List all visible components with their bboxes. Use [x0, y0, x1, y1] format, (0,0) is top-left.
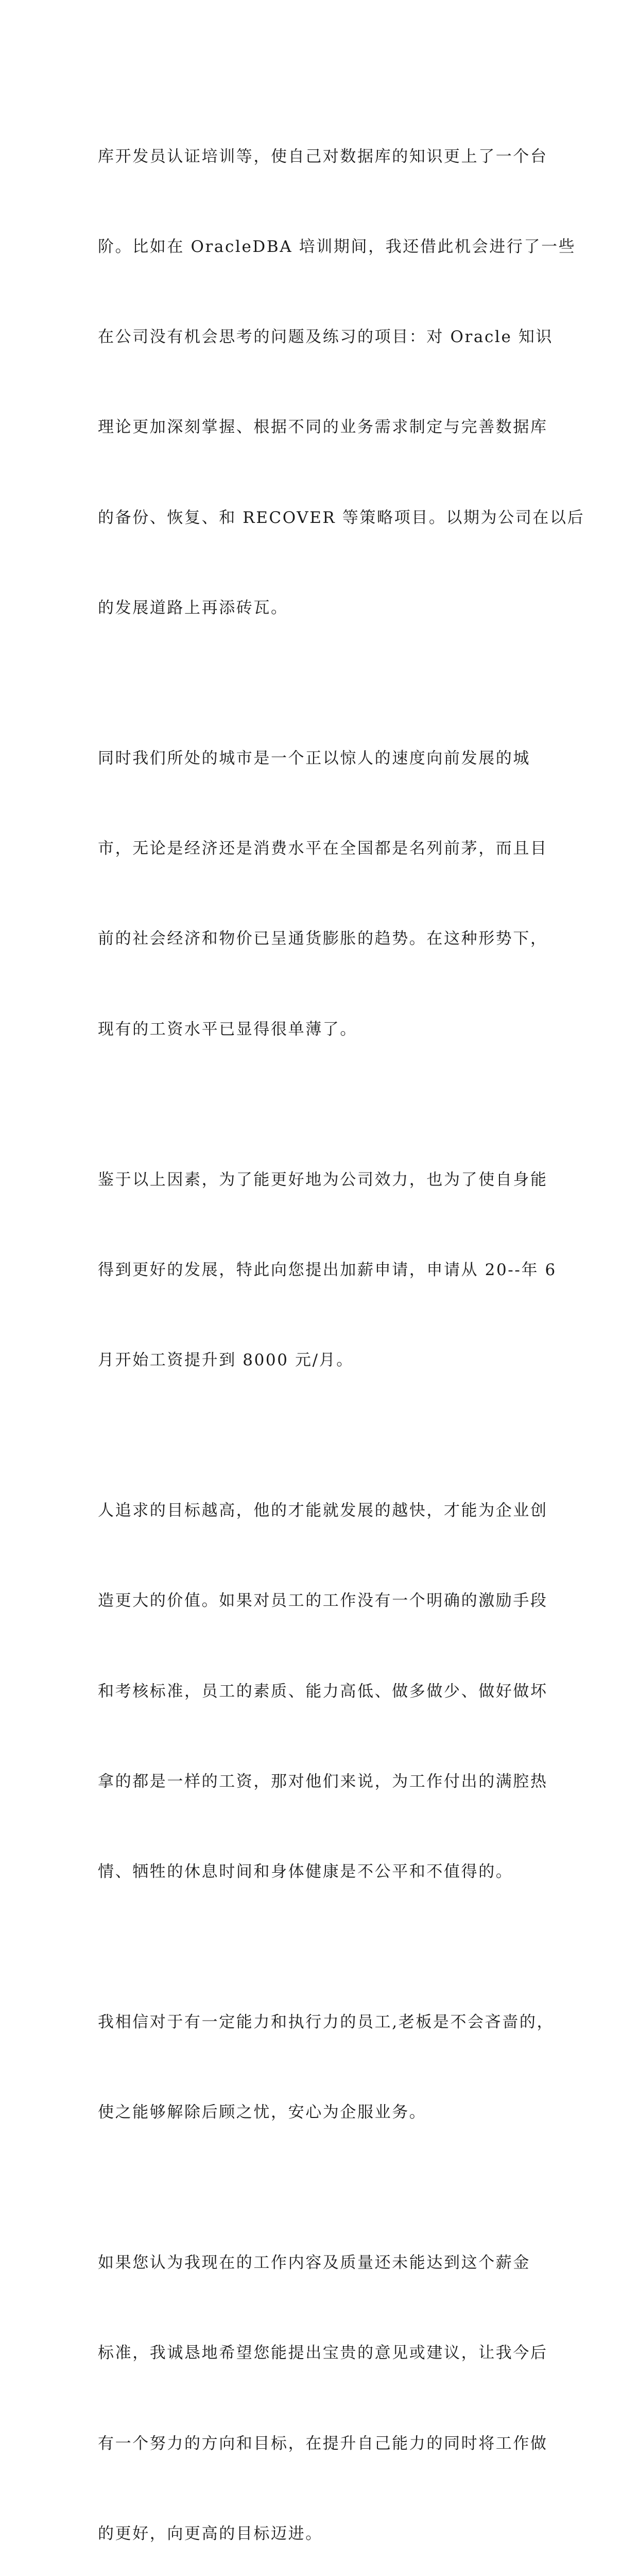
- text-line: 现有的工资水平已显得很单薄了。: [98, 1020, 357, 1039]
- text-line: 有一个努力的方向和目标，在提升自己能力的同时将工作做: [98, 2434, 548, 2453]
- text-line: 造更大的价值。如果对员工的工作没有一个明确的激励手段: [98, 1591, 548, 1611]
- text-line: 市，无论是经济还是消费水平在全国都是名列前茅，而且目: [98, 839, 548, 858]
- text-line: 的备份、恢复、和 RECOVER 等策略项目。以期为公司在以后: [98, 508, 585, 527]
- paragraph-training: [98, 81, 585, 683]
- paragraph-closing: [98, 2188, 551, 2576]
- paragraph-belief: [98, 1947, 555, 2188]
- paragraph-goals: [98, 1435, 551, 1947]
- text-line: 和考核标准，员工的素质、能力高低、做多做少、做好做坏: [98, 1682, 548, 1701]
- text-line: 标准，我诚恳地希望您能提出宝贵的意见或建议，让我今后: [98, 2344, 548, 2363]
- text-line: 阶。比如在 OracleDBA 培训期间，我还借此机会进行了一些: [98, 238, 576, 257]
- text-line: 理论更加深刻掌握、根据不同的业务需求制定与完善数据库: [98, 418, 548, 437]
- text-line: 库开发员认证培训等，使自己对数据库的知识更上了一个台: [98, 147, 548, 166]
- text-line: 如果您认为我现在的工作内容及质量还未能达到这个薪金: [98, 2253, 530, 2273]
- text-line: 使之能够解除后顾之忧，安心为企服业务。: [98, 2103, 427, 2122]
- text-line: 的发展道路上再添砖瓦。: [98, 598, 288, 617]
- text-line: 同时我们所处的城市是一个正以惊人的速度向前发展的城: [98, 749, 530, 768]
- text-line: 得到更好的发展，特此向您提出加薪申请，申请从 20--年 6: [98, 1260, 557, 1279]
- text-line: 我相信对于有一定能力和执行力的员工,老板是不会吝啬的，: [98, 2013, 555, 2031]
- text-line: 月开始工资提升到 8000 元/月。: [98, 1351, 354, 1370]
- text-line: 前的社会经济和物价已呈通货膨胀的趋势。在这种形势下，: [98, 929, 548, 948]
- text-line: 情、牺牲的休息时间和身体健康是不公平和不值得的。: [98, 1862, 513, 1881]
- text-line: 在公司没有机会思考的问题及练习的项目：对 Oracle 知识: [98, 328, 554, 347]
- text-line: 鉴于以上因素，为了能更好地为公司效力，也为了使自身能: [98, 1170, 548, 1189]
- text-line: 的更好，向更高的目标迈进。: [98, 2524, 323, 2543]
- body-text: [98, 81, 585, 2576]
- text-line: 拿的都是一样的工资，那对他们来说，为工作付出的满腔热: [98, 1772, 548, 1791]
- paragraph-request: [98, 1105, 557, 1435]
- text-line: 人追求的目标越高，他的才能就发展的越快，才能为企业创: [98, 1501, 548, 1520]
- paragraph-city: [98, 683, 551, 1105]
